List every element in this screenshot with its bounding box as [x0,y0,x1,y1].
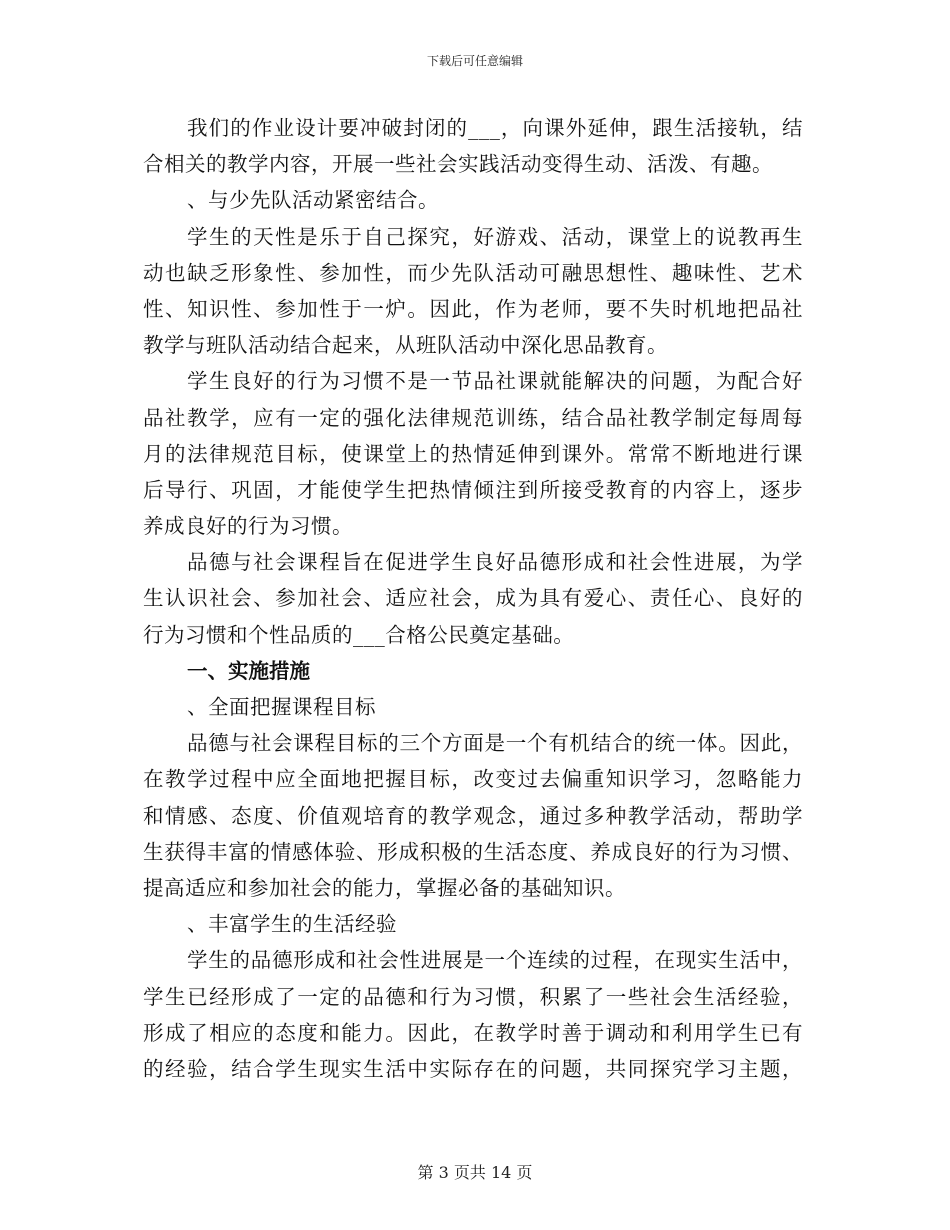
text-line: 性、知识性、参加性于一炉。因此，作为老师，要不失时机地把品社 [143,296,803,321]
text-line: 合相关的教学内容，开展一些社会实践活动变得生动、活泼、有趣。 [143,152,773,177]
text-line: 学生的天性是乐于自己探究，好游戏、活动，课堂上的说教再生 [187,224,803,249]
text-line: 形成了相应的态度和能力。因此，在教学时善于调动和利用学生已有 [143,1020,803,1045]
page-footer: 第 3 页共 14 页 [417,1163,533,1182]
text-line: 动也缺乏形象性、参加性，而少先队活动可融思想性、趣味性、艺术 [143,260,803,285]
text-line: 品德与社会课程目标的三个方面是一个有机结合的统一体。因此， [187,731,803,756]
document-body [143,110,803,1087]
text-line: 学生已经形成了一定的品德和行为习惯，积累了一些社会生活经验， [143,984,803,1009]
text-line: 月的法律规范目标，使课堂上的热情延伸到课外。常常不断地进行课 [143,441,803,466]
text-line: 教学与班队活动结合起来，从班队活动中深化思品教育。 [143,333,668,358]
text-line: 品德与社会课程旨在促进学生良好品德形成和社会性进展，为学 [187,550,803,575]
page-header: 下载后可任意编辑 [426,54,523,68]
text-line: 养成良好的行为习惯。 [143,514,353,539]
text-line: 在教学过程中应全面地把握目标，改变过去偏重知识学习，忽略能力 [143,767,803,792]
text-line: 提高适应和参加社会的能力，掌握必备的基础知识。 [143,875,626,900]
text-line: 的经验，结合学生现实生活中实际存在的问题，共同探究学习主题， [143,1056,803,1081]
text-line: 生认识社会、参加社会、适应社会，成为具有爱心、责任心、良好的 [143,586,803,611]
text-line: 、全面把握课程目标 [187,695,376,719]
text-line: 学生良好的行为习惯不是一节品社课就能解决的问题，为配合好 [187,369,803,394]
text-line: 后导行、巩固，才能使学生把热情倾注到所接受教育的内容上，逐步 [143,477,803,502]
text-line: 品社教学，应有一定的强化法律规范训练，结合品社教学制定每周每 [143,405,803,430]
text-line: 学生的品德形成和社会性进展是一个连续的过程，在现实生活中， [187,948,803,973]
text-line: 、与少先队活动紧密结合。 [187,188,439,213]
text-line: 、丰富学生的生活经验 [187,912,397,937]
text-line: 生获得丰富的情感体验、形成积极的生活态度、养成良好的行为习惯、 [143,839,803,864]
text-line: 和情感、态度、价值观培育的教学观念，通过多种教学活动，帮助学 [143,803,803,828]
text-line: 行为习惯和个性品质的___合格公民奠定基础。 [143,622,575,647]
section-heading: 一、实施措施 [187,658,310,683]
text-line: 我们的作业设计要冲破封闭的___，向课外延伸，跟生活接轨，结 [187,116,803,140]
